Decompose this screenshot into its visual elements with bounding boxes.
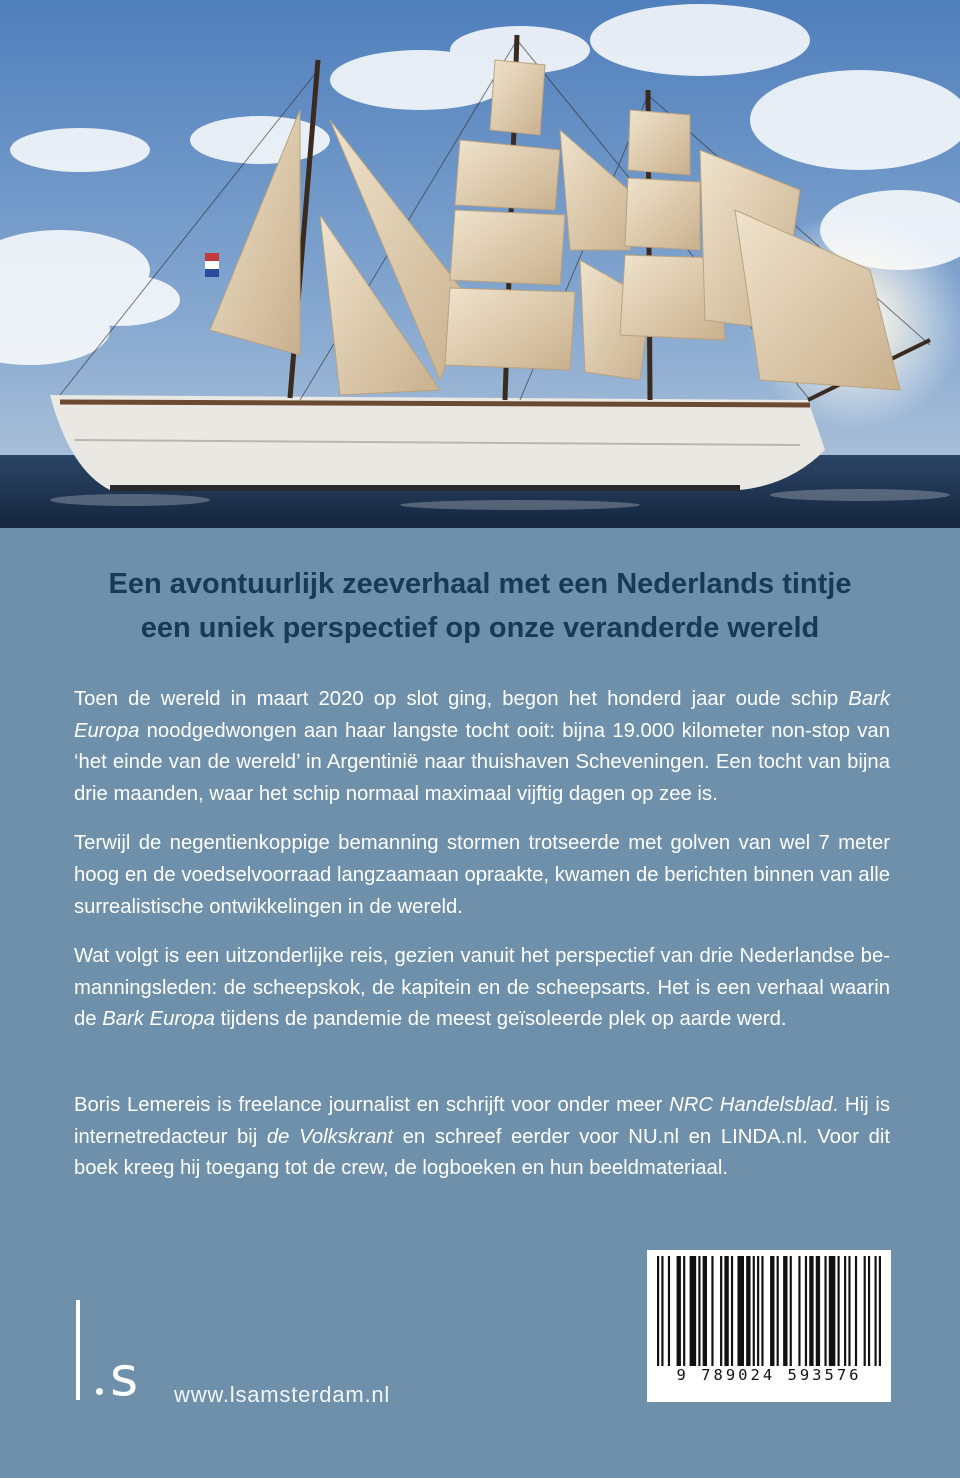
text-run: en schreef eerder voor NU.nl en LINDA.nl. Voor dit boek kreeg hij toegang tot de crew, de logboeken en hun beeldmateriaal. <box>74 1125 891 1180</box>
blurb-paragraph-3 <box>74 941 890 1036</box>
author-bio <box>74 1090 890 1185</box>
blurb-paragraph-1 <box>74 684 890 810</box>
blurb-paragraph-2 <box>74 828 890 923</box>
italic-title: Bark Europa <box>102 1008 215 1031</box>
tagline-line-1: Een avontuurlijk zeeverhaal met een Nederlands tintje <box>108 568 852 600</box>
tagline <box>0 562 960 650</box>
ls-publisher-logo-icon: s <box>70 1290 160 1410</box>
text-run: tijdens de pandemie de meest geïsoleerde plek op aarde werd. <box>214 1008 787 1031</box>
ean-barcode-icon <box>657 1256 881 1366</box>
barcode <box>647 1250 891 1402</box>
text-run: Terwijl de negentienkoppige bemanning stormen trotseerde met golven van wel 7 meter hoog en de voedselvoorraad langzaamaan opraakte, kwamen de berichten binnen van alle surrealistische ontwikkelingen in de wereld. <box>74 832 890 918</box>
italic-title: de Volkskrant <box>266 1125 394 1148</box>
publisher-website: www.lsamsterdam.nl <box>174 1382 391 1407</box>
italic-title: NRC Handelsblad <box>669 1094 833 1116</box>
blurb <box>74 684 890 1054</box>
text-run: Toen de wereld in maart 2020 op slot ging, begon het honderd jaar oude schip <box>74 688 849 710</box>
isbn-number: 9 789024 593576 <box>676 1366 862 1384</box>
text-run: Boris Lemereis is freelance journalist en schrijft voor onder meer <box>74 1094 670 1116</box>
text-run: noodgedwongen aan haar langste tocht ooit: bijna 19.000 kilometer non-stop van ‘het einde van de wereld’ in Argentinië naar thuishaven Scheveningen. Een tocht van bijna drie maanden, waar het schip normaal maximaal vijftig dagen op zee is. <box>74 719 890 805</box>
text-run: . Hij is internetredacteur bij <box>74 1094 890 1148</box>
tagline-line-2: een uniek perspectief op onze veranderde wereld <box>140 612 820 644</box>
text-run: Wat volgt is een uitzonderlijke reis, gezien vanuit het perspectief van drie Nederlandse bemanningsleden: de scheepskok, de kapitein en de scheepsarts. Het is een verhaal waarin de <box>74 945 890 1031</box>
cover-photo <box>0 0 960 528</box>
tall-ship-photo-icon <box>0 0 960 528</box>
italic-title: Bark Europa <box>74 688 890 742</box>
